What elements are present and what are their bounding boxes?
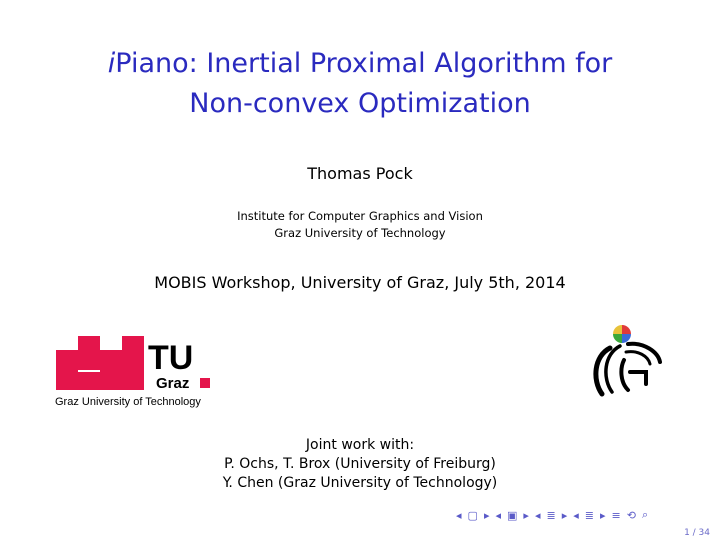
- joint-heading: Joint work with:: [305, 437, 415, 453]
- nav-frame-next[interactable]: ▸: [483, 508, 490, 522]
- section-icon[interactable]: ≣: [546, 508, 556, 522]
- tu-letters: TU: [148, 339, 194, 377]
- subsection-icon[interactable]: ▣: [507, 508, 518, 522]
- tu-graz-logo: [54, 336, 214, 412]
- institute: [0, 208, 720, 242]
- title-line-1-rest: Piano: Inertial Proximal Algorithm for: [115, 48, 613, 79]
- nav-subsection-next[interactable]: ▸: [523, 508, 529, 522]
- joint-line-1: P. Ochs, T. Brox (University of Freiburg): [224, 456, 496, 472]
- document-icon[interactable]: ≣: [584, 508, 594, 522]
- title-prefix: i: [107, 48, 116, 79]
- beamer-navigation: [456, 508, 648, 522]
- nav-doc-prev[interactable]: ◂: [573, 508, 579, 522]
- page-number: 1 / 34: [684, 528, 710, 538]
- nav-section-prev[interactable]: ◂: [534, 508, 541, 522]
- event-line: MOBIS Workshop, University of Graz, July 5th, 2014: [154, 273, 566, 292]
- title-line-1: [0, 44, 720, 84]
- institute-line-2: Graz University of Technology: [274, 226, 446, 240]
- nav-doc-next[interactable]: ▸: [599, 508, 606, 522]
- title-line-2: Non-convex Optimization: [189, 88, 531, 119]
- nav-section-next[interactable]: ▸: [561, 508, 568, 522]
- zoom-icon[interactable]: ⌕: [641, 508, 649, 521]
- search-icon[interactable]: ⟲: [626, 508, 636, 522]
- appendix-icon[interactable]: ≡: [611, 508, 621, 522]
- frame-icon[interactable]: ▢: [467, 508, 478, 522]
- tu-caption: Graz University of Technology: [55, 396, 201, 408]
- nav-frame-prev[interactable]: ◂: [456, 508, 462, 522]
- joint-work: [0, 436, 720, 493]
- author-name: Thomas Pock: [307, 164, 413, 183]
- institute-line-1: Institute for Computer Graphics and Vision: [237, 209, 483, 223]
- joint-line-2: Y. Chen (Graz University of Technology): [222, 475, 498, 491]
- slide-title: [0, 44, 720, 124]
- icg-logo-icon: [580, 322, 670, 400]
- graz-word: Graz: [156, 375, 190, 392]
- nav-subsection-prev[interactable]: ◂: [495, 508, 501, 522]
- tu-graz-logo-mark: [54, 336, 214, 392]
